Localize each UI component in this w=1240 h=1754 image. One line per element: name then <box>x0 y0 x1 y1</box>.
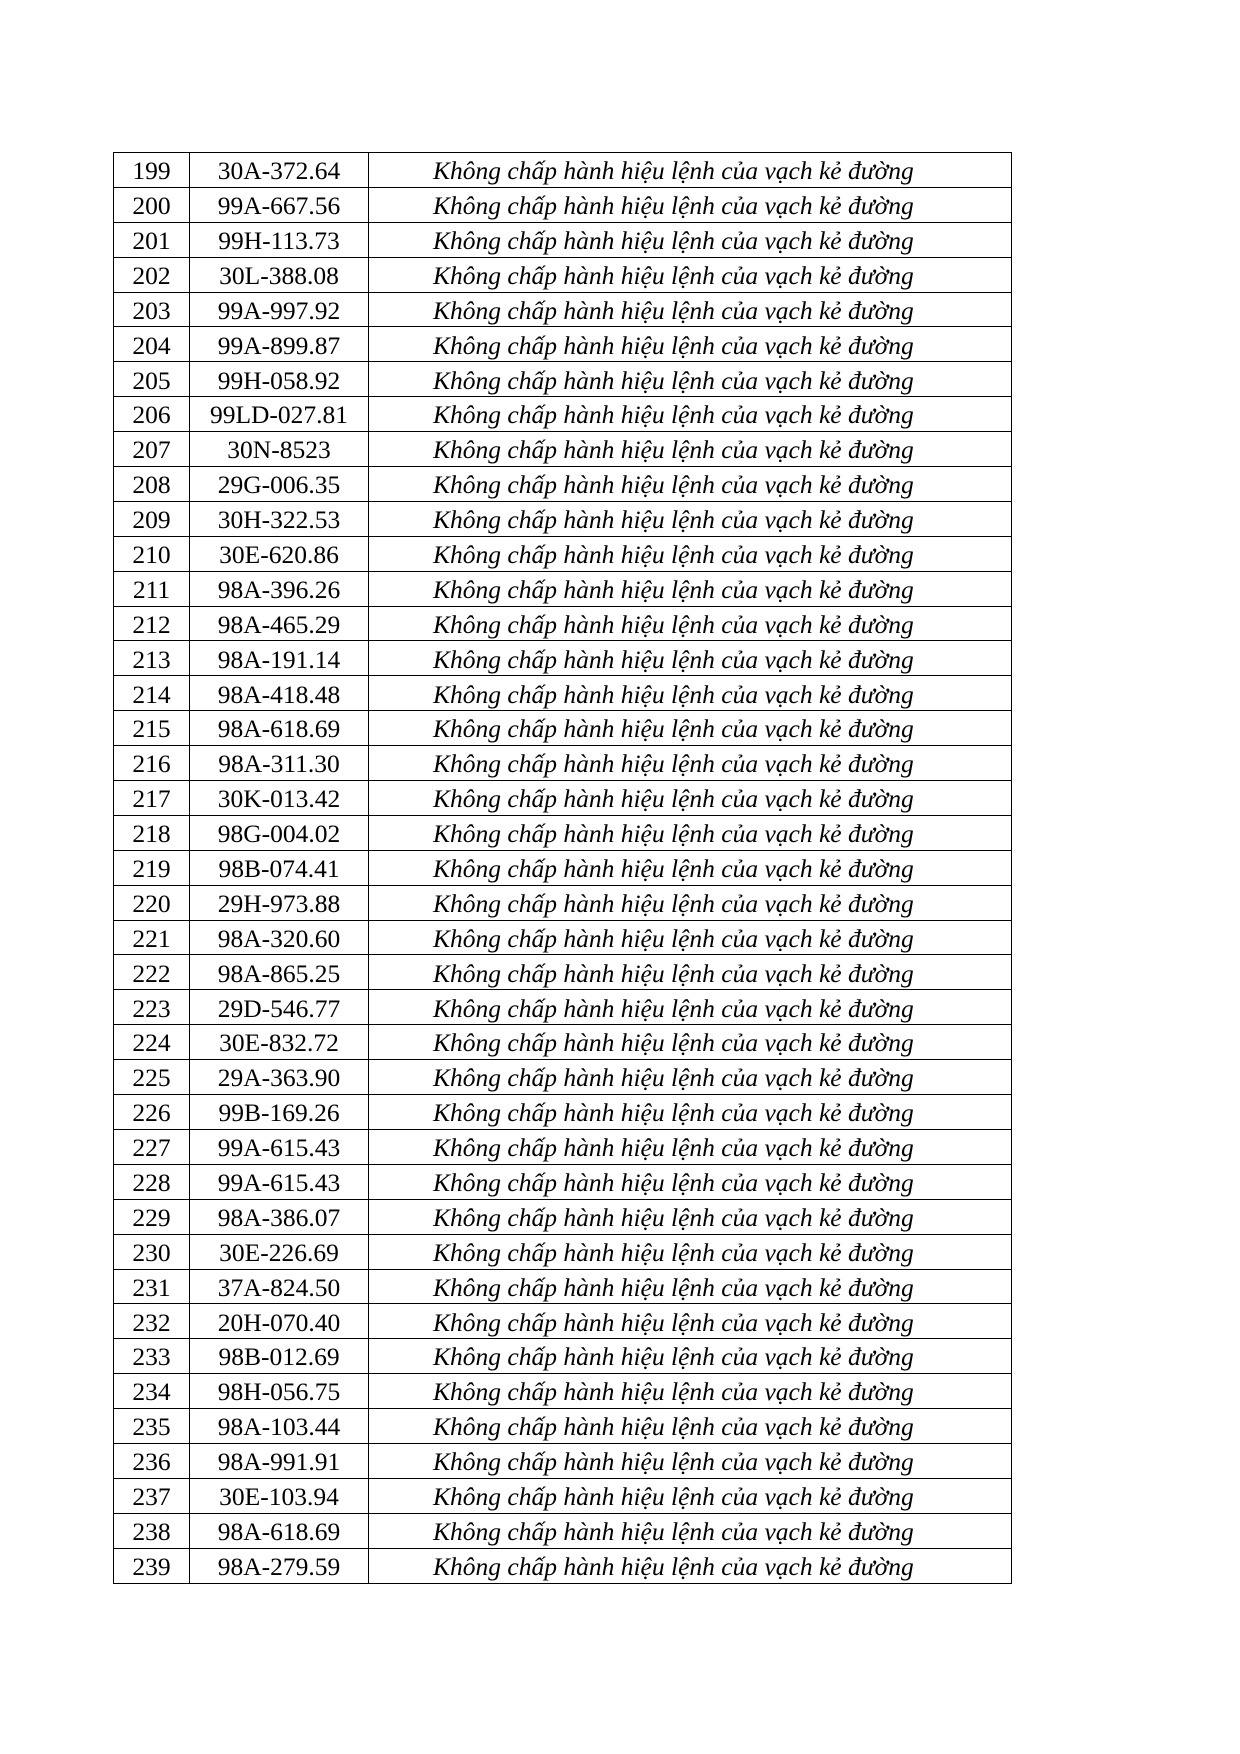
row-number-cell <box>114 1513 190 1548</box>
violation-text: Không chấp hành hiệu lệnh của vạch kẻ đường <box>433 1028 914 1058</box>
table-row <box>114 1339 1012 1374</box>
table-row <box>114 1478 1012 1513</box>
row-number-text: 234 <box>132 1377 171 1407</box>
row-number-text: 217 <box>132 784 171 814</box>
violation-text: Không chấp hành hiệu lệnh của vạch kẻ đường <box>433 958 914 988</box>
violation-text: Không chấp hành hiệu lệnh của vạch kẻ đường <box>433 1202 914 1232</box>
license-plate-cell <box>190 1339 369 1374</box>
row-number-cell <box>114 1443 190 1478</box>
violation-text: Không chấp hành hiệu lệnh của vạch kẻ đường <box>433 1412 914 1442</box>
row-number-cell <box>114 1234 190 1269</box>
license-plate-cell <box>190 501 369 536</box>
violation-cell <box>369 1199 1012 1234</box>
license-plate-cell <box>190 187 369 222</box>
violation-text: Không chấp hành hiệu lệnh của vạch kẻ đường <box>433 854 914 883</box>
license-plate-cell <box>190 1060 369 1095</box>
violation-text: Không chấp hành hiệu lệnh của vạch kẻ đường <box>433 923 914 953</box>
row-number-cell <box>114 571 190 606</box>
license-plate-text: 99A-615.43 <box>217 1133 341 1163</box>
license-plate-text: 99B-169.26 <box>218 1098 340 1128</box>
row-number-text: 236 <box>132 1447 171 1477</box>
license-plate-cell <box>190 222 369 257</box>
row-number-text: 214 <box>132 679 171 709</box>
violation-table-body <box>114 153 1012 1584</box>
license-plate-text: 30E-103.94 <box>219 1482 339 1512</box>
violation-text: Không chấp hành hiệu lệnh của vạch kẻ đường <box>433 156 914 186</box>
table-row <box>114 1025 1012 1060</box>
violation-text: Không chấp hành hiệu lệnh của vạch kẻ đường <box>433 679 914 709</box>
row-number-cell <box>114 501 190 536</box>
row-number-text: 221 <box>132 923 171 953</box>
table-row <box>114 850 1012 885</box>
row-number-cell <box>114 467 190 502</box>
row-number-text: 223 <box>132 993 171 1023</box>
table-row <box>114 397 1012 432</box>
row-number-text: 206 <box>132 400 171 430</box>
violation-cell <box>369 536 1012 571</box>
license-plate-text: 98A-320.60 <box>217 923 341 953</box>
violation-cell <box>369 187 1012 222</box>
row-number-text: 231 <box>132 1272 171 1302</box>
table-row <box>114 1095 1012 1130</box>
violation-text: Không chấp hành hiệu lệnh của vạch kẻ đường <box>433 1272 914 1302</box>
license-plate-text: 98B-074.41 <box>218 854 340 883</box>
violation-cell <box>369 676 1012 711</box>
row-number-cell <box>114 1374 190 1409</box>
violation-text: Không chấp hành hiệu lệnh của vạch kẻ đường <box>433 400 914 430</box>
row-number-text: 220 <box>132 888 171 918</box>
violation-text: Không chấp hành hiệu lệnh của vạch kẻ đường <box>433 993 914 1023</box>
row-number-cell <box>114 641 190 676</box>
table-row <box>114 362 1012 397</box>
license-plate-text: 30E-832.72 <box>219 1028 339 1058</box>
license-plate-cell <box>190 676 369 711</box>
license-plate-text: 99A-997.92 <box>217 295 341 325</box>
row-number-cell <box>114 397 190 432</box>
table-row <box>114 1199 1012 1234</box>
license-plate-text: 99H-058.92 <box>217 365 341 395</box>
violation-cell <box>369 746 1012 781</box>
row-number-cell <box>114 676 190 711</box>
row-number-cell <box>114 1339 190 1374</box>
table-row <box>114 641 1012 676</box>
table-row <box>114 467 1012 502</box>
violation-text: Không chấp hành hiệu lệnh của vạch kẻ đường <box>433 1377 914 1407</box>
row-number-text: 202 <box>132 260 171 290</box>
violation-cell <box>369 501 1012 536</box>
table-row <box>114 327 1012 362</box>
row-number-cell <box>114 606 190 641</box>
row-number-cell <box>114 362 190 397</box>
license-plate-cell <box>190 467 369 502</box>
row-number-cell <box>114 1025 190 1060</box>
row-number-text: 225 <box>132 1063 171 1093</box>
license-plate-cell <box>190 1548 369 1583</box>
license-plate-cell <box>190 641 369 676</box>
table-row <box>114 1409 1012 1444</box>
license-plate-cell <box>190 571 369 606</box>
row-number-text: 216 <box>132 749 171 779</box>
violation-cell <box>369 222 1012 257</box>
row-number-cell <box>114 153 190 188</box>
violation-cell <box>369 1443 1012 1478</box>
violation-text: Không chấp hành hiệu lệnh của vạch kẻ đường <box>433 714 914 744</box>
row-number-text: 238 <box>132 1516 171 1546</box>
row-number-cell <box>114 1199 190 1234</box>
row-number-cell <box>114 292 190 327</box>
row-number-cell <box>114 1164 190 1199</box>
license-plate-cell <box>190 1129 369 1164</box>
violation-cell <box>369 711 1012 746</box>
table-row <box>114 432 1012 467</box>
table-row <box>114 1060 1012 1095</box>
row-number-text: 232 <box>132 1307 171 1337</box>
license-plate-cell <box>190 1025 369 1060</box>
row-number-cell <box>114 955 190 990</box>
row-number-text: 237 <box>132 1482 171 1512</box>
license-plate-cell <box>190 955 369 990</box>
row-number-text: 235 <box>132 1412 171 1442</box>
violation-cell <box>369 1095 1012 1130</box>
row-number-text: 205 <box>132 365 171 395</box>
violation-cell <box>369 1548 1012 1583</box>
row-number-cell <box>114 746 190 781</box>
table-row <box>114 1269 1012 1304</box>
license-plate-cell <box>190 292 369 327</box>
row-number-text: 227 <box>132 1133 171 1163</box>
table-row <box>114 920 1012 955</box>
row-number-cell <box>114 990 190 1025</box>
license-plate-text: 30H-322.53 <box>217 505 341 535</box>
license-plate-text: 99LD-027.81 <box>209 400 349 430</box>
row-number-cell <box>114 1129 190 1164</box>
row-number-cell <box>114 815 190 850</box>
row-number-text: 213 <box>132 644 171 674</box>
violation-text: Không chấp hành hiệu lệnh của vạch kẻ đường <box>433 191 914 221</box>
violation-cell <box>369 1374 1012 1409</box>
license-plate-cell <box>190 606 369 641</box>
violation-text: Không chấp hành hiệu lệnh của vạch kẻ đường <box>433 295 914 325</box>
license-plate-text: 98A-865.25 <box>217 958 341 988</box>
license-plate-text: 98A-618.69 <box>217 714 341 744</box>
violation-text: Không chấp hành hiệu lệnh của vạch kẻ đường <box>433 470 914 500</box>
violation-text: Không chấp hành hiệu lệnh của vạch kẻ đường <box>433 609 914 639</box>
row-number-text: 201 <box>132 225 171 255</box>
row-number-text: 209 <box>132 505 171 535</box>
license-plate-cell <box>190 1095 369 1130</box>
license-plate-text: 30K-013.42 <box>217 784 341 814</box>
license-plate-text: 99A-667.56 <box>217 191 341 221</box>
violation-cell <box>369 781 1012 816</box>
row-number-text: 199 <box>132 156 171 186</box>
table-row <box>114 1234 1012 1269</box>
violation-cell <box>369 641 1012 676</box>
violation-cell <box>369 292 1012 327</box>
license-plate-text: 99A-899.87 <box>217 330 341 360</box>
row-number-cell <box>114 1095 190 1130</box>
license-plate-cell <box>190 397 369 432</box>
violation-cell <box>369 327 1012 362</box>
violation-cell <box>369 397 1012 432</box>
violation-cell <box>369 1513 1012 1548</box>
row-number-text: 203 <box>132 295 171 325</box>
violation-cell <box>369 362 1012 397</box>
violation-cell <box>369 1234 1012 1269</box>
table-row <box>114 1374 1012 1409</box>
row-number-text: 208 <box>132 470 171 500</box>
violation-cell <box>369 1164 1012 1199</box>
table-row <box>114 153 1012 188</box>
row-number-text: 229 <box>132 1202 171 1232</box>
violation-text: Không chấp hành hiệu lệnh của vạch kẻ đường <box>433 505 914 535</box>
violation-cell <box>369 990 1012 1025</box>
violation-cell <box>369 257 1012 292</box>
violation-cell <box>369 1025 1012 1060</box>
row-number-cell <box>114 711 190 746</box>
license-plate-text: 98G-004.02 <box>217 819 341 849</box>
row-number-cell <box>114 187 190 222</box>
violation-text: Không chấp hành hiệu lệnh của vạch kẻ đường <box>433 260 914 290</box>
table-row <box>114 187 1012 222</box>
row-number-cell <box>114 222 190 257</box>
row-number-text: 211 <box>132 574 171 604</box>
license-plate-cell <box>190 1443 369 1478</box>
table-row <box>114 990 1012 1025</box>
violation-cell <box>369 1269 1012 1304</box>
row-number-text: 215 <box>132 714 171 744</box>
license-plate-cell <box>190 920 369 955</box>
row-number-text: 212 <box>132 609 171 639</box>
license-plate-text: 99H-113.73 <box>218 225 340 255</box>
violation-text: Không chấp hành hiệu lệnh của vạch kẻ đường <box>433 539 914 569</box>
table-row <box>114 292 1012 327</box>
table-row <box>114 815 1012 850</box>
violation-text: Không chấp hành hiệu lệnh của vạch kẻ đường <box>433 1342 914 1372</box>
row-number-cell <box>114 920 190 955</box>
violation-cell <box>369 1129 1012 1164</box>
license-plate-text: 98A-311.30 <box>218 749 340 779</box>
row-number-text: 230 <box>132 1237 171 1267</box>
license-plate-text: 98A-991.91 <box>217 1447 341 1477</box>
license-plate-cell <box>190 1199 369 1234</box>
license-plate-text: 99A-615.43 <box>217 1168 341 1198</box>
row-number-text: 219 <box>132 854 171 883</box>
violation-cell <box>369 920 1012 955</box>
table-row <box>114 571 1012 606</box>
license-plate-text: 30N-8523 <box>227 435 331 465</box>
row-number-cell <box>114 781 190 816</box>
license-plate-text: 29D-546.77 <box>217 993 341 1023</box>
license-plate-text: 98A-418.48 <box>217 679 341 709</box>
violation-cell <box>369 432 1012 467</box>
violation-text: Không chấp hành hiệu lệnh của vạch kẻ đường <box>433 644 914 674</box>
license-plate-text: 30E-620.86 <box>219 539 339 569</box>
license-plate-cell <box>190 327 369 362</box>
violation-text: Không chấp hành hiệu lệnh của vạch kẻ đường <box>433 784 914 814</box>
row-number-cell <box>114 1060 190 1095</box>
violation-text: Không chấp hành hiệu lệnh của vạch kẻ đường <box>433 1168 914 1198</box>
violation-cell <box>369 815 1012 850</box>
license-plate-cell <box>190 536 369 571</box>
row-number-cell <box>114 1269 190 1304</box>
license-plate-text: 30L-388.08 <box>219 260 339 290</box>
license-plate-cell <box>190 1513 369 1548</box>
table-row <box>114 222 1012 257</box>
license-plate-cell <box>190 1164 369 1199</box>
violation-cell <box>369 571 1012 606</box>
row-number-cell <box>114 1304 190 1339</box>
table-row <box>114 501 1012 536</box>
row-number-text: 218 <box>132 819 171 849</box>
violation-text: Không chấp hành hiệu lệnh của vạch kẻ đường <box>433 888 914 918</box>
table-row <box>114 1304 1012 1339</box>
row-number-text: 204 <box>132 330 171 360</box>
violation-cell <box>369 1304 1012 1339</box>
license-plate-cell <box>190 1269 369 1304</box>
violation-text: Không chấp hành hiệu lệnh của vạch kẻ đường <box>433 225 914 255</box>
violation-text: Không chấp hành hiệu lệnh của vạch kẻ đường <box>433 819 914 849</box>
row-number-cell <box>114 432 190 467</box>
table-row <box>114 955 1012 990</box>
license-plate-cell <box>190 1304 369 1339</box>
license-plate-text: 98A-279.59 <box>217 1551 341 1581</box>
table-row <box>114 536 1012 571</box>
license-plate-text: 98B-012.69 <box>218 1342 340 1372</box>
violation-cell <box>369 1060 1012 1095</box>
license-plate-text: 29G-006.35 <box>217 470 341 500</box>
table-row <box>114 1513 1012 1548</box>
row-number-cell <box>114 536 190 571</box>
license-plate-cell <box>190 990 369 1025</box>
license-plate-cell <box>190 815 369 850</box>
license-plate-text: 98A-465.29 <box>217 609 341 639</box>
license-plate-text: 98A-396.26 <box>217 574 341 604</box>
license-plate-text: 98A-191.14 <box>217 644 341 674</box>
license-plate-cell <box>190 711 369 746</box>
license-plate-cell <box>190 1478 369 1513</box>
license-plate-cell <box>190 1374 369 1409</box>
violation-cell <box>369 955 1012 990</box>
license-plate-text: 98H-056.75 <box>217 1377 341 1407</box>
row-number-cell <box>114 1409 190 1444</box>
violation-text: Không chấp hành hiệu lệnh của vạch kẻ đường <box>433 435 914 465</box>
license-plate-cell <box>190 781 369 816</box>
row-number-cell <box>114 327 190 362</box>
license-plate-cell <box>190 153 369 188</box>
violation-cell <box>369 606 1012 641</box>
table-row <box>114 781 1012 816</box>
violation-text: Không chấp hành hiệu lệnh của vạch kẻ đường <box>433 365 914 395</box>
row-number-cell <box>114 1478 190 1513</box>
table-row <box>114 1443 1012 1478</box>
license-plate-text: 98A-386.07 <box>217 1202 341 1232</box>
license-plate-cell <box>190 257 369 292</box>
table-row <box>114 606 1012 641</box>
violation-text: Không chấp hành hiệu lệnh của vạch kẻ đường <box>433 1307 914 1337</box>
license-plate-text: 29A-363.90 <box>217 1063 341 1093</box>
table-row <box>114 1164 1012 1199</box>
license-plate-text: 30E-226.69 <box>219 1237 339 1267</box>
row-number-text: 228 <box>132 1168 171 1198</box>
row-number-cell <box>114 1548 190 1583</box>
license-plate-text: 30A-372.64 <box>217 156 341 186</box>
violation-cell <box>369 1409 1012 1444</box>
violation-text: Không chấp hành hiệu lệnh của vạch kẻ đường <box>433 1063 914 1093</box>
violation-text: Không chấp hành hiệu lệnh của vạch kẻ đường <box>433 330 914 360</box>
table-row <box>114 711 1012 746</box>
table-row <box>114 1548 1012 1583</box>
table-row <box>114 257 1012 292</box>
license-plate-cell <box>190 362 369 397</box>
license-plate-text: 20H-070.40 <box>217 1307 341 1337</box>
table-row <box>114 885 1012 920</box>
violation-text: Không chấp hành hiệu lệnh của vạch kẻ đường <box>433 1551 914 1581</box>
violation-text: Không chấp hành hiệu lệnh của vạch kẻ đường <box>433 1098 914 1128</box>
violation-text: Không chấp hành hiệu lệnh của vạch kẻ đường <box>433 1447 914 1477</box>
license-plate-text: 37A-824.50 <box>217 1272 341 1302</box>
table-row <box>114 1129 1012 1164</box>
row-number-cell <box>114 257 190 292</box>
license-plate-cell <box>190 885 369 920</box>
violation-text: Không chấp hành hiệu lệnh của vạch kẻ đường <box>433 1237 914 1267</box>
row-number-text: 210 <box>132 539 171 569</box>
violation-text: Không chấp hành hiệu lệnh của vạch kẻ đường <box>433 1482 914 1512</box>
violation-text: Không chấp hành hiệu lệnh của vạch kẻ đường <box>433 1133 914 1163</box>
violation-cell <box>369 153 1012 188</box>
violation-cell <box>369 1339 1012 1374</box>
row-number-cell <box>114 850 190 885</box>
license-plate-cell <box>190 746 369 781</box>
violation-cell <box>369 885 1012 920</box>
license-plate-text: 98A-103.44 <box>217 1412 341 1442</box>
row-number-text: 226 <box>132 1098 171 1128</box>
row-number-text: 222 <box>132 958 171 988</box>
license-plate-text: 29H-973.88 <box>217 888 341 918</box>
license-plate-cell <box>190 1234 369 1269</box>
row-number-text: 200 <box>132 191 171 221</box>
license-plate-cell <box>190 1409 369 1444</box>
license-plate-cell <box>190 432 369 467</box>
violation-cell <box>369 1478 1012 1513</box>
row-number-cell <box>114 885 190 920</box>
table-row <box>114 676 1012 711</box>
license-plate-cell <box>190 850 369 885</box>
license-plate-text: 98A-618.69 <box>217 1516 341 1546</box>
row-number-text: 239 <box>132 1551 171 1581</box>
table-row <box>114 746 1012 781</box>
violation-table <box>113 152 1012 1584</box>
row-number-text: 207 <box>132 435 171 465</box>
violation-text: Không chấp hành hiệu lệnh của vạch kẻ đường <box>433 1516 914 1546</box>
violation-text: Không chấp hành hiệu lệnh của vạch kẻ đường <box>433 574 914 604</box>
row-number-text: 233 <box>132 1342 171 1372</box>
violation-cell <box>369 467 1012 502</box>
row-number-text: 224 <box>132 1028 171 1058</box>
violation-text: Không chấp hành hiệu lệnh của vạch kẻ đường <box>433 749 914 779</box>
violation-cell <box>369 850 1012 885</box>
